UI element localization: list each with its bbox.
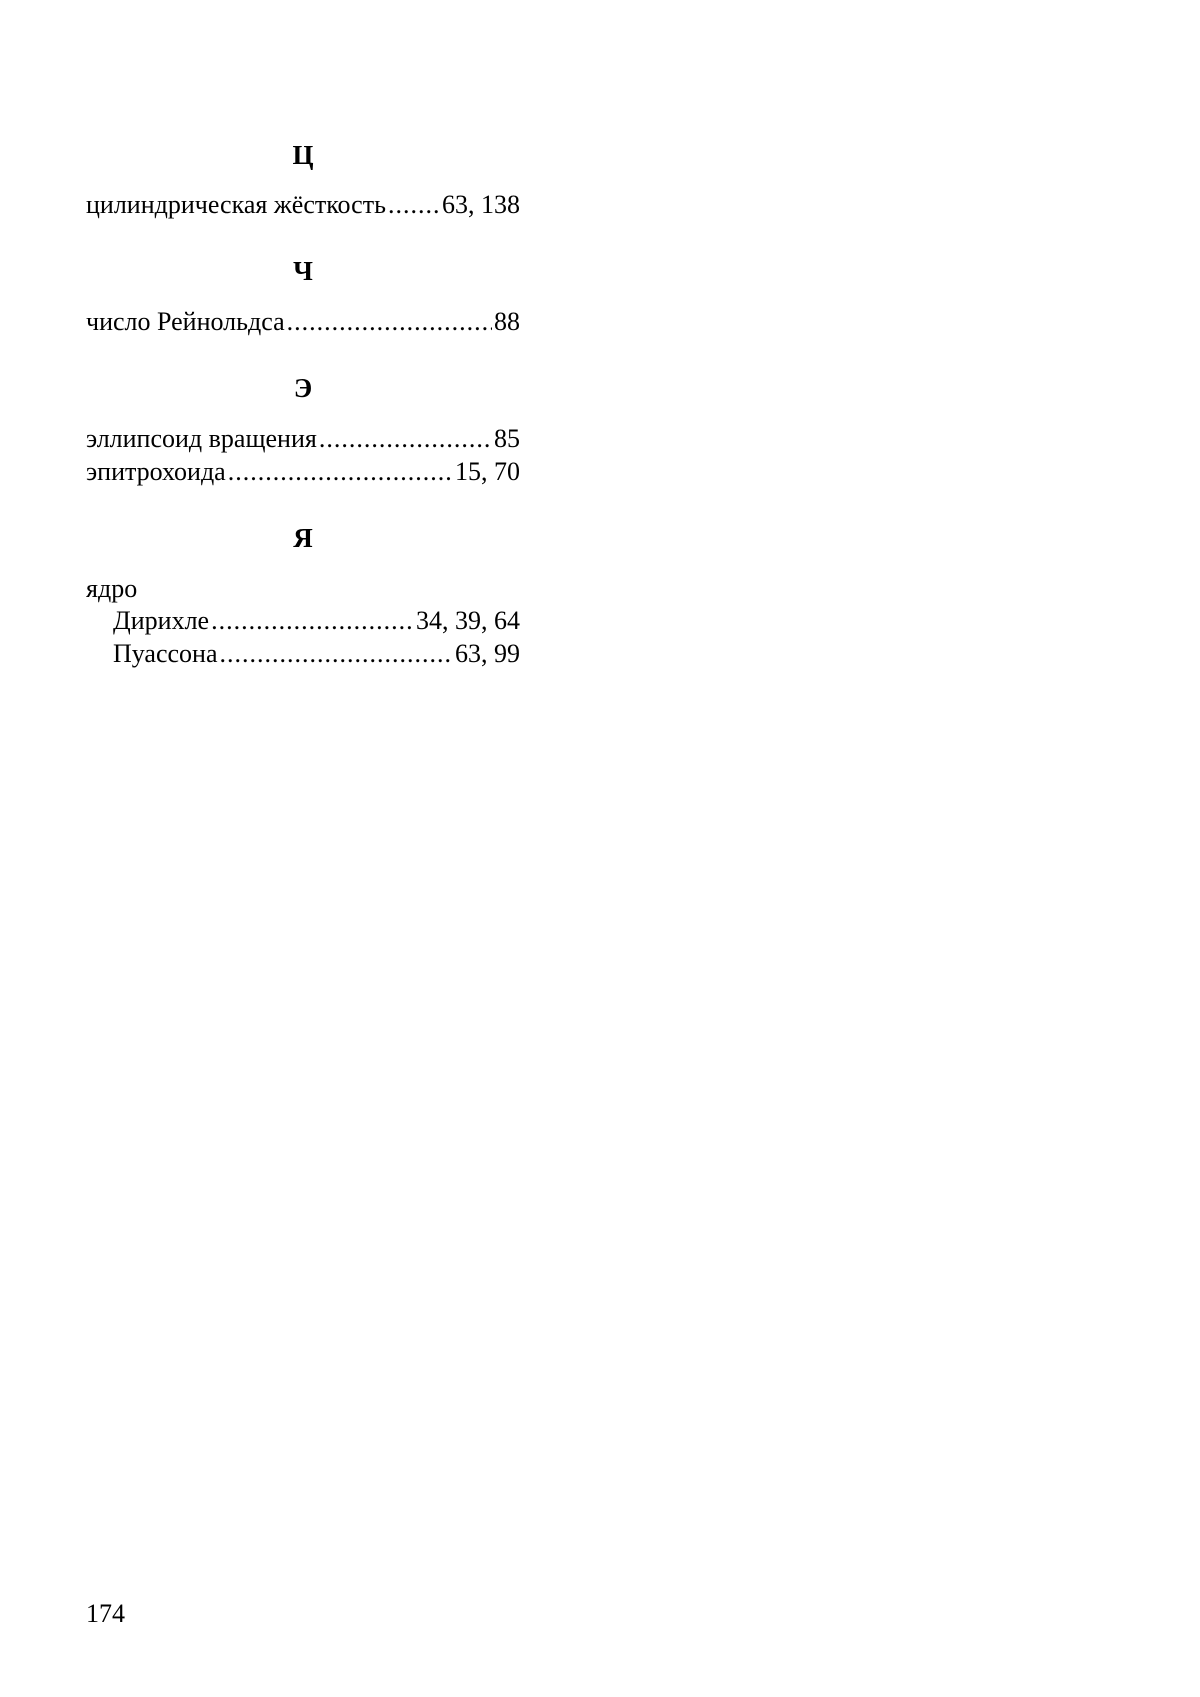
index-pages: 85 [494, 424, 520, 453]
page-number: 174 [86, 1599, 125, 1628]
index-pages: 63, 138 [442, 190, 520, 219]
section-letter-ya: Я [293, 523, 313, 553]
dot-leader [228, 456, 453, 488]
index-term: эпитрохоида [86, 457, 226, 486]
index-pages: 15, 70 [455, 457, 520, 486]
index-pages: 88 [494, 307, 520, 336]
dot-leader [287, 306, 492, 338]
section-letter-ch: Ч [293, 256, 313, 286]
index-entry [86, 306, 520, 338]
index-term: число Рейнольдса [86, 307, 285, 336]
index-term: Дирихле [113, 606, 210, 635]
dot-leader [319, 423, 492, 455]
index-term: цилиндрическая жёсткость [86, 190, 386, 219]
index-subentry [113, 638, 520, 670]
section-letter-ts: Ц [292, 140, 314, 170]
index-heading-term: ядро [86, 574, 138, 603]
index-pages: 63, 99 [455, 639, 520, 668]
dot-leader [211, 605, 414, 637]
index-term: Пуассона [113, 639, 218, 668]
index-entry [86, 456, 520, 488]
dot-leader [388, 189, 440, 221]
index-subentry [113, 605, 520, 637]
index-pages: 34, 39, 64 [416, 606, 520, 635]
section-letter-e: Э [293, 373, 313, 403]
index-term: эллипсоид вращения [86, 424, 317, 453]
index-entry [86, 423, 520, 455]
dot-leader [220, 638, 453, 670]
index-entry [86, 189, 520, 221]
